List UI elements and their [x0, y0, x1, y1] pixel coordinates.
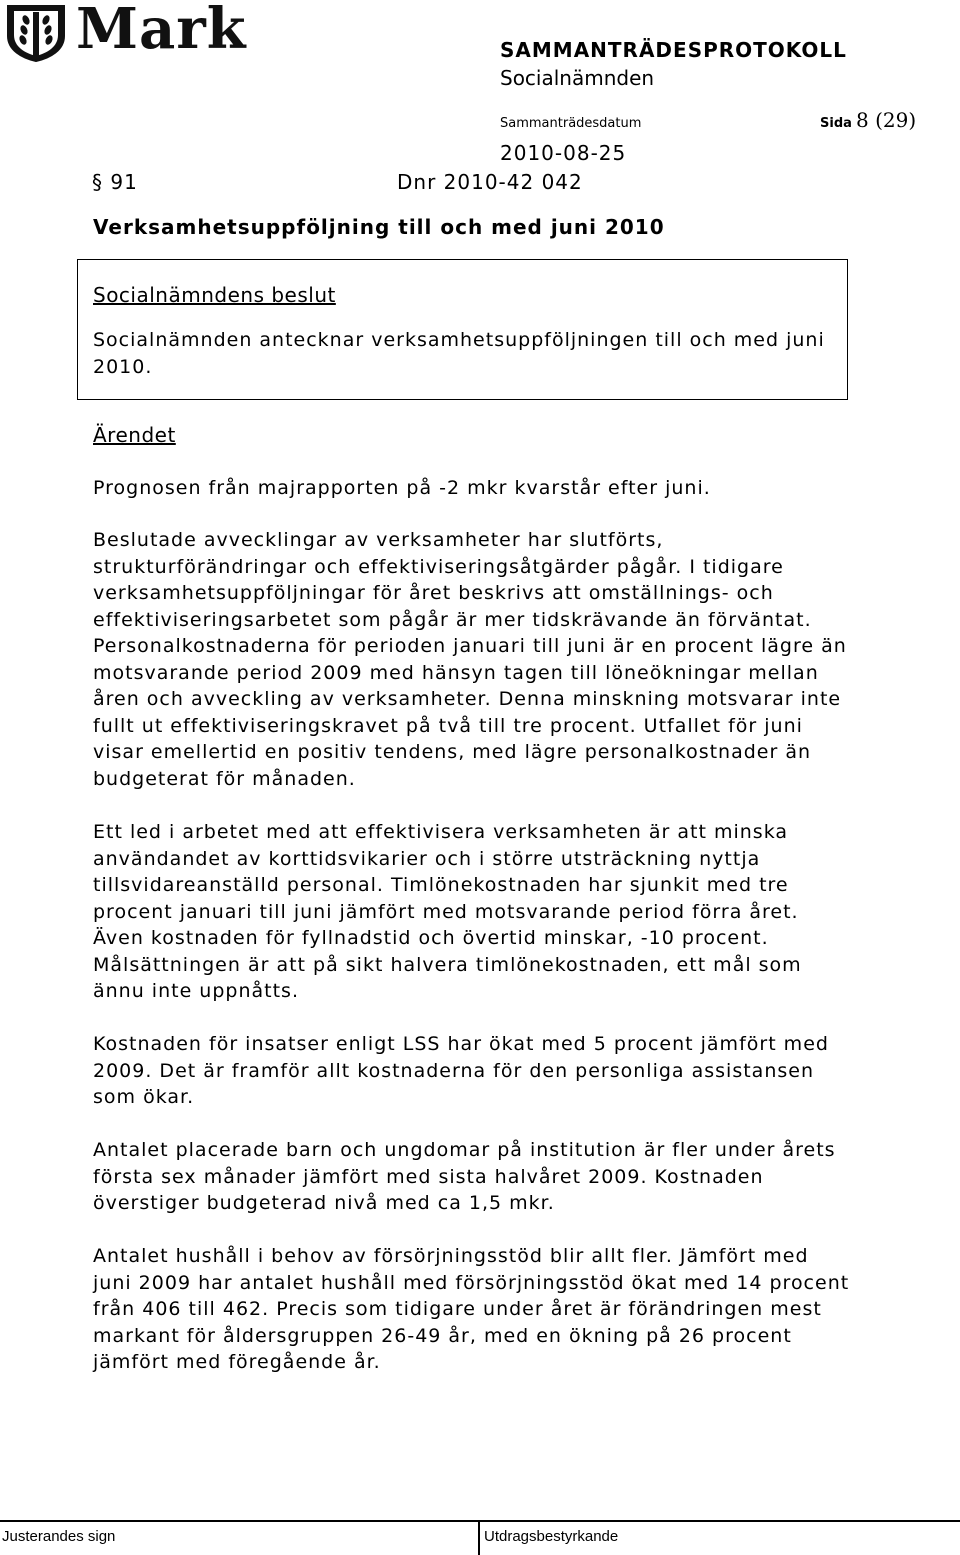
municipality-logo [2, 0, 247, 62]
document-title: SAMMANTRÄDESPROTOKOLL [500, 38, 847, 62]
body-paragraph: Antalet hushåll i behov av försörjningsstöd blir allt fler. Jämfört med juni 2009 har antalet hushåll med försörjningsstöd ökat med 14 procent från 406 till 462. Precis som tidigare under året är förändringen mest markant för åldersgruppen 26-49 år, med en ökning på 26 procent jämfört med föregående år. [93, 1245, 850, 1373]
decision-heading: Socialnämndens beslut [93, 283, 336, 307]
page-label: Sida [820, 116, 852, 131]
certification-field-label: Utdragsbestyrkande [484, 1528, 619, 1545]
meeting-date: 2010-08-25 [500, 141, 627, 165]
item-title: Verksamhetsuppföljning till och med juni 2010 [93, 215, 665, 239]
footer-rule [0, 1520, 960, 1522]
footer-divider [478, 1520, 480, 1555]
diary-number: Dnr 2010-42 042 [397, 170, 583, 194]
body-paragraph: Beslutade avvecklingar av verksamheter har slutförts, strukturförändringar och effektiviseringsåtgärder pågår. I tidigare verksamhetsuppföljningar för året beskrivs att omställnings- och effektiviseringsarbetet som pågår är mer tidskrävande än förväntat. Personalkostnaderna för perioden januari till juni är en procent lägre än motsvarande period 2009 med hänsyn tagen till löneökningar mellan åren och avveckling av verksamheter. Denna minskning motsvarar inte fullt ut effektiviseringskravet på två till tre procent. Utfallet för juni visar emellertid en positiv tendens, med lägre personalkostnader än budgeterat för månaden. [93, 529, 847, 790]
signature-field-label: Justerandes sign [2, 1528, 116, 1545]
body-paragraph: Kostnaden för insatser enligt LSS har ökat med 5 procent jämfört med 2009. Det är framför allt kostnaderna för den personliga assistansen som ökar. [93, 1033, 829, 1108]
coat-of-arms-icon [2, 2, 72, 62]
page-number: 8 (29) [856, 108, 917, 132]
body-paragraph: Prognosen från majrapporten på -2 mkr kvarstår efter juni. [93, 477, 711, 499]
body-paragraph: Ett led i arbetet med att effektivisera verksamheten är att minska användandet av korttidsvikarier och i större utsträckning nyttja tillsvidareanställd personal. Timlönekostnaden har sjunkit med tre procent januari till juni jämfört med motsvarande period förra året. Även kostnaden för fyllnadstid och övertid minskar, -10 procent. Målsättningen är att på sikt halvera timlönekostnaden, ett mål som ännu inte uppnåtts. [93, 821, 802, 1002]
logo-wordmark: Mark [76, 0, 247, 62]
body-paragraph: Antalet placerade barn och ungdomar på institution är fler under årets första sex månader jämfört med sista halvåret 2009. Kostnaden överstiger budgeterad nivå med ca 1,5 mkr. [93, 1139, 836, 1214]
item-number-line [92, 170, 583, 194]
committee-name: Socialnämnden [500, 66, 655, 90]
decision-text: Socialnämnden antecknar verksamhetsuppföljningen till och med juni 2010. [93, 329, 825, 378]
meeting-date-label: Sammanträdesdatum [500, 116, 642, 131]
matter-heading: Ärendet [93, 423, 176, 447]
item-number: § 91 [92, 170, 138, 194]
